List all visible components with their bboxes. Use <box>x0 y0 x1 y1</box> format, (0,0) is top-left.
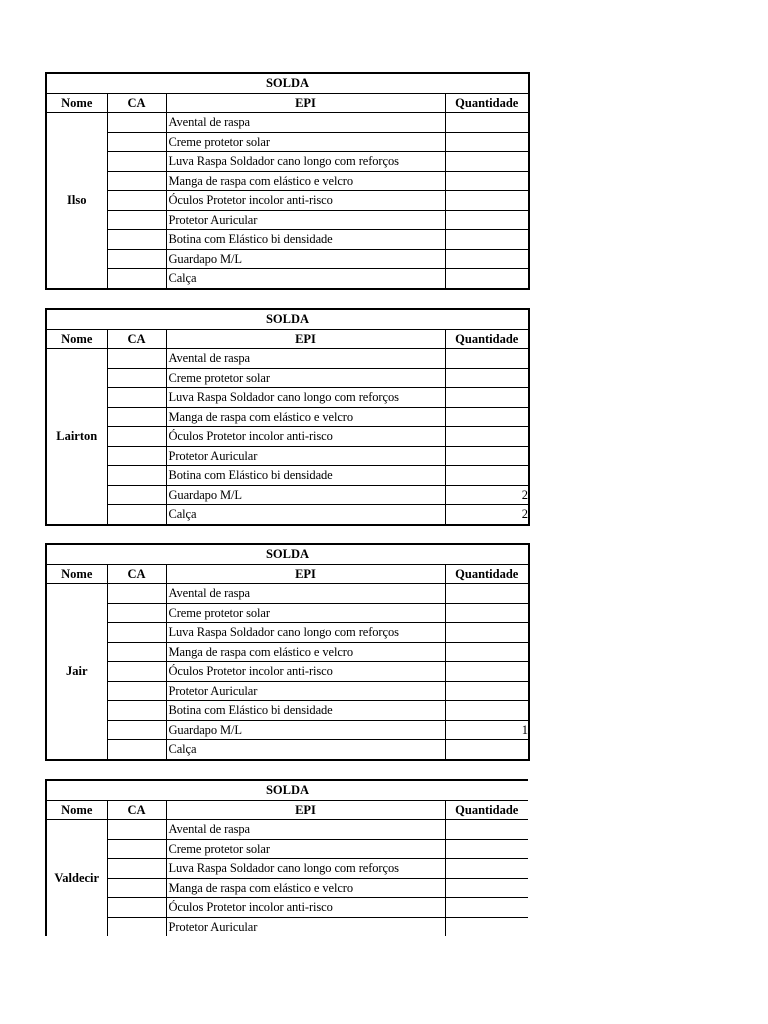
table-header-row <box>46 564 529 584</box>
quantity-cell <box>445 388 529 408</box>
quantity-cell <box>445 662 529 682</box>
header-ca: CA <box>107 800 166 820</box>
epi-table-4 <box>45 779 528 936</box>
quantity-cell <box>445 368 529 388</box>
table-row <box>46 623 529 643</box>
ca-cell <box>107 623 166 643</box>
ca-cell <box>107 740 166 760</box>
header-nome: Nome <box>46 329 107 349</box>
table-row <box>46 584 529 604</box>
table-row <box>46 740 529 760</box>
epi-table-3 <box>45 543 528 761</box>
epi-cell: Manga de raspa com elástico e velcro <box>166 878 445 898</box>
epi-cell: Óculos Protetor incolor anti-risco <box>166 427 445 447</box>
quantity-cell <box>445 584 529 604</box>
table-row <box>46 446 529 466</box>
quantity-cell <box>445 171 529 191</box>
table-row <box>46 859 528 879</box>
quantity-cell: 2 <box>445 505 529 525</box>
table-row <box>46 642 529 662</box>
table-title: SOLDA <box>46 309 529 329</box>
epi-table-1 <box>45 72 528 290</box>
ca-cell <box>107 368 166 388</box>
header-epi: EPI <box>166 93 445 113</box>
table-row <box>46 505 529 525</box>
epi-cell: Luva Raspa Soldador cano longo com reforços <box>166 859 445 879</box>
epi-cell: Creme protetor solar <box>166 132 445 152</box>
epi-cell: Óculos Protetor incolor anti-risco <box>166 898 445 918</box>
ca-cell <box>107 859 166 879</box>
ca-cell <box>107 132 166 152</box>
table-title-row <box>46 780 528 800</box>
table-row <box>46 701 529 721</box>
table-row <box>46 466 529 486</box>
ca-cell <box>107 898 166 918</box>
header-quantidade: Quantidade <box>445 93 529 113</box>
quantity-cell <box>445 249 529 269</box>
quantity-cell <box>445 427 529 447</box>
table-row <box>46 917 528 936</box>
epi-table <box>45 543 530 761</box>
quantity-cell <box>445 917 528 936</box>
header-epi: EPI <box>166 564 445 584</box>
table-row <box>46 113 529 133</box>
epi-cell: Luva Raspa Soldador cano longo com reforços <box>166 388 445 408</box>
quantity-cell <box>445 701 529 721</box>
table-row <box>46 210 529 230</box>
table-row <box>46 898 528 918</box>
table-row <box>46 603 529 623</box>
quantity-cell <box>445 603 529 623</box>
quantity-cell <box>445 859 528 879</box>
epi-cell: Protetor Auricular <box>166 681 445 701</box>
employee-name: Lairton <box>46 349 107 525</box>
quantity-cell <box>445 839 528 859</box>
epi-table-2 <box>45 308 528 526</box>
quantity-cell <box>445 191 529 211</box>
ca-cell <box>107 191 166 211</box>
header-ca: CA <box>107 329 166 349</box>
ca-cell <box>107 113 166 133</box>
epi-table <box>45 779 528 936</box>
ca-cell <box>107 466 166 486</box>
ca-cell <box>107 152 166 172</box>
ca-cell <box>107 349 166 369</box>
epi-cell: Creme protetor solar <box>166 368 445 388</box>
ca-cell <box>107 446 166 466</box>
ca-cell <box>107 485 166 505</box>
table-row <box>46 820 528 840</box>
header-ca: CA <box>107 93 166 113</box>
header-nome: Nome <box>46 800 107 820</box>
epi-cell: Botina com Elástico bi densidade <box>166 466 445 486</box>
ca-cell <box>107 171 166 191</box>
ca-cell <box>107 505 166 525</box>
table-title-row <box>46 309 529 329</box>
table-row <box>46 427 529 447</box>
quantity-cell <box>445 210 529 230</box>
header-quantidade: Quantidade <box>445 329 529 349</box>
epi-cell: Óculos Protetor incolor anti-risco <box>166 662 445 682</box>
ca-cell <box>107 917 166 936</box>
epi-cell: Avental de raspa <box>166 113 445 133</box>
epi-cell: Protetor Auricular <box>166 210 445 230</box>
table-row <box>46 269 529 289</box>
header-quantidade: Quantidade <box>445 800 528 820</box>
ca-cell <box>107 681 166 701</box>
header-epi: EPI <box>166 329 445 349</box>
epi-cell: Protetor Auricular <box>166 917 445 936</box>
table-row <box>46 407 529 427</box>
ca-cell <box>107 427 166 447</box>
epi-cell: Luva Raspa Soldador cano longo com reforços <box>166 152 445 172</box>
quantity-cell <box>445 820 528 840</box>
table-row <box>46 839 528 859</box>
quantity-cell <box>445 446 529 466</box>
quantity-cell <box>445 898 528 918</box>
employee-name: Ilso <box>46 113 107 289</box>
ca-cell <box>107 584 166 604</box>
quantity-cell <box>445 407 529 427</box>
epi-cell: Protetor Auricular <box>166 446 445 466</box>
table-row <box>46 388 529 408</box>
epi-cell: Guardapo M/L <box>166 720 445 740</box>
epi-cell: Creme protetor solar <box>166 603 445 623</box>
quantity-cell: 2 <box>445 485 529 505</box>
quantity-cell <box>445 152 529 172</box>
epi-cell: Calça <box>166 505 445 525</box>
header-ca: CA <box>107 564 166 584</box>
quantity-cell <box>445 269 529 289</box>
epi-cell: Manga de raspa com elástico e velcro <box>166 642 445 662</box>
epi-cell: Avental de raspa <box>166 349 445 369</box>
table-row <box>46 720 529 740</box>
ca-cell <box>107 720 166 740</box>
epi-cell: Manga de raspa com elástico e velcro <box>166 171 445 191</box>
table-row <box>46 878 528 898</box>
quantity-cell <box>445 740 529 760</box>
ca-cell <box>107 701 166 721</box>
table-row <box>46 349 529 369</box>
ca-cell <box>107 878 166 898</box>
table-row <box>46 485 529 505</box>
quantity-cell <box>445 230 529 250</box>
quantity-cell <box>445 623 529 643</box>
employee-name: Valdecir <box>46 820 107 937</box>
quantity-cell: 1 <box>445 720 529 740</box>
quantity-cell <box>445 349 529 369</box>
ca-cell <box>107 603 166 623</box>
epi-cell: Óculos Protetor incolor anti-risco <box>166 191 445 211</box>
epi-cell: Avental de raspa <box>166 584 445 604</box>
table-row <box>46 152 529 172</box>
table-header-row <box>46 93 529 113</box>
table-row <box>46 249 529 269</box>
epi-cell: Manga de raspa com elástico e velcro <box>166 407 445 427</box>
epi-cell: Calça <box>166 740 445 760</box>
epi-cell: Creme protetor solar <box>166 839 445 859</box>
quantity-cell <box>445 113 529 133</box>
quantity-cell <box>445 466 529 486</box>
table-row <box>46 662 529 682</box>
epi-cell: Luva Raspa Soldador cano longo com reforços <box>166 623 445 643</box>
table-title-row <box>46 73 529 93</box>
epi-cell: Avental de raspa <box>166 820 445 840</box>
ca-cell <box>107 839 166 859</box>
ca-cell <box>107 642 166 662</box>
ca-cell <box>107 662 166 682</box>
header-epi: EPI <box>166 800 445 820</box>
table-title: SOLDA <box>46 544 529 564</box>
epi-cell: Guardapo M/L <box>166 249 445 269</box>
ca-cell <box>107 388 166 408</box>
header-nome: Nome <box>46 564 107 584</box>
quantity-cell <box>445 642 529 662</box>
ca-cell <box>107 820 166 840</box>
table-header-row <box>46 329 529 349</box>
table-header-row <box>46 800 528 820</box>
header-nome: Nome <box>46 93 107 113</box>
ca-cell <box>107 269 166 289</box>
epi-cell: Calça <box>166 269 445 289</box>
quantity-cell <box>445 878 528 898</box>
ca-cell <box>107 249 166 269</box>
table-row <box>46 681 529 701</box>
table-title: SOLDA <box>46 780 528 800</box>
epi-table <box>45 308 530 526</box>
table-row <box>46 230 529 250</box>
employee-name: Jair <box>46 584 107 760</box>
table-row <box>46 191 529 211</box>
ca-cell <box>107 210 166 230</box>
ca-cell <box>107 230 166 250</box>
table-row <box>46 171 529 191</box>
quantity-cell <box>445 681 529 701</box>
ca-cell <box>107 407 166 427</box>
table-title: SOLDA <box>46 73 529 93</box>
table-row <box>46 132 529 152</box>
epi-cell: Botina com Elástico bi densidade <box>166 701 445 721</box>
quantity-cell <box>445 132 529 152</box>
epi-cell: Botina com Elástico bi densidade <box>166 230 445 250</box>
table-title-row <box>46 544 529 564</box>
header-quantidade: Quantidade <box>445 564 529 584</box>
epi-cell: Guardapo M/L <box>166 485 445 505</box>
epi-table <box>45 72 530 290</box>
table-row <box>46 368 529 388</box>
